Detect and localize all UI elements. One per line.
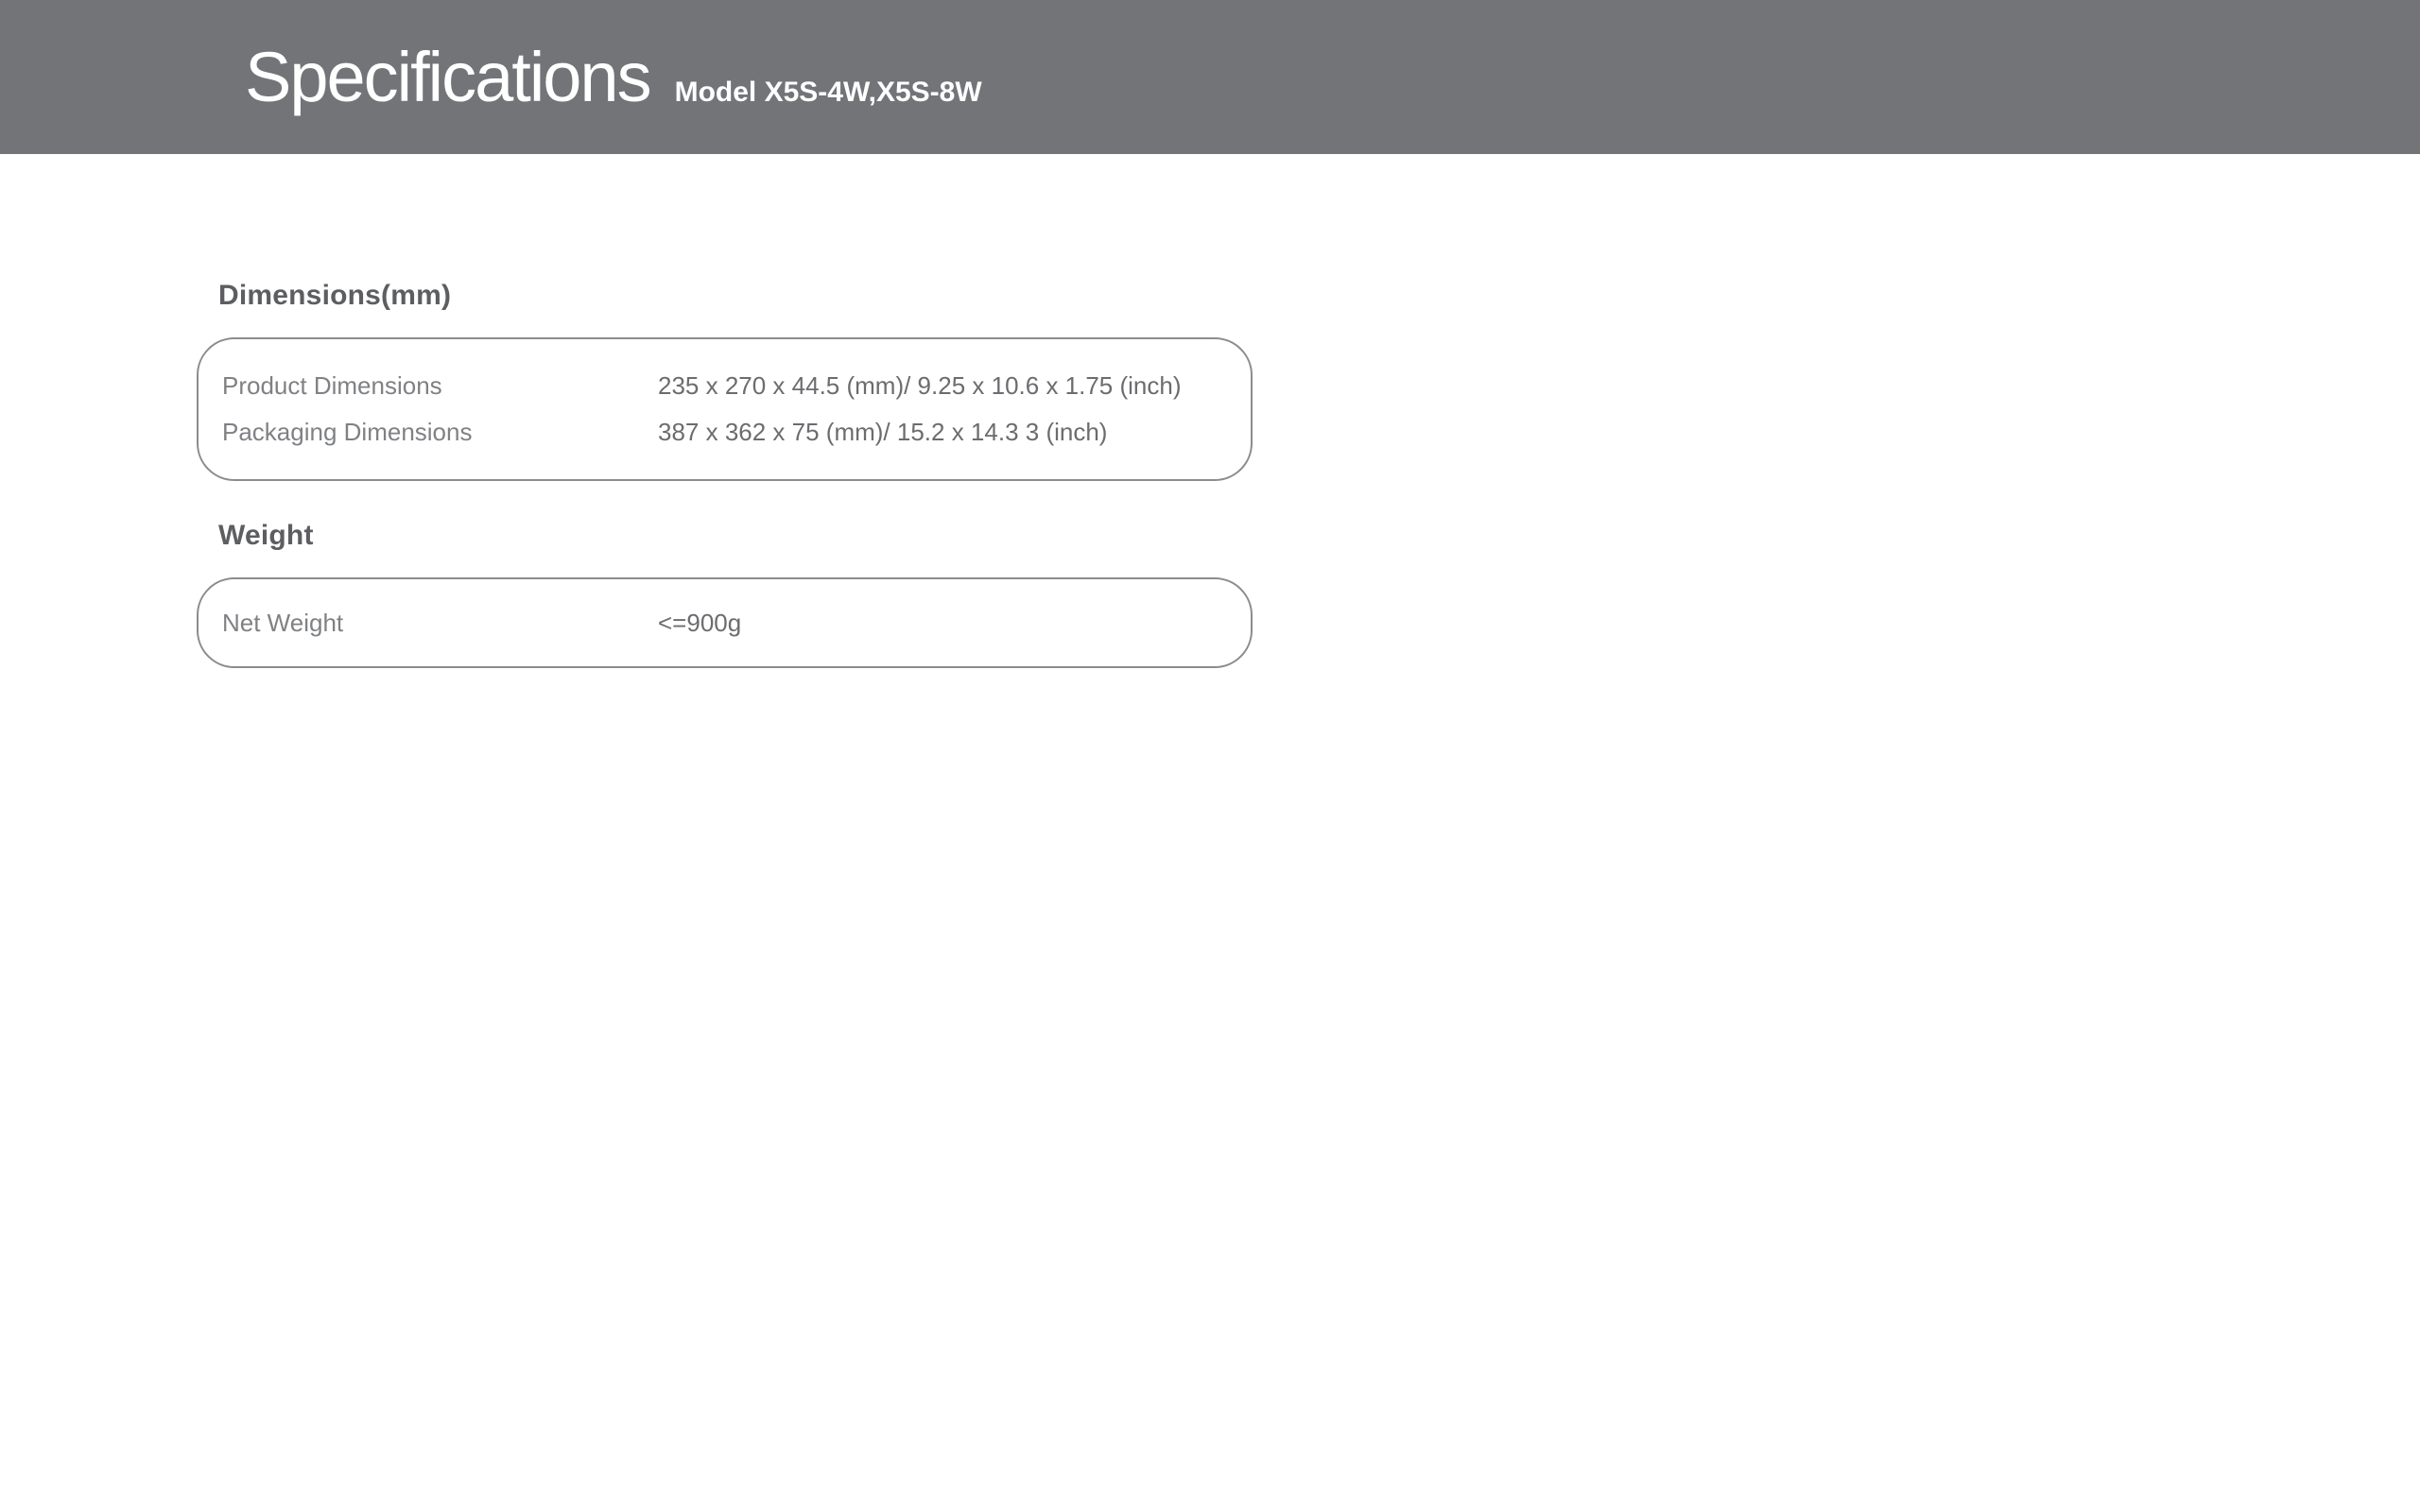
page-root — [0, 0, 2420, 668]
spec-value-net-weight: <=900g — [658, 608, 742, 637]
section-heading-dimensions: Dimensions(mm) — [218, 280, 452, 311]
section-dimensions — [0, 280, 2420, 481]
spec-label-packaging-dimensions: Packaging Dimensions — [222, 418, 473, 446]
spec-label-net-weight: Net Weight — [222, 608, 344, 637]
spec-label-product-dimensions: Product Dimensions — [222, 371, 442, 400]
page-header — [0, 0, 2420, 154]
table-row — [199, 409, 1251, 455]
section-weight — [0, 520, 2420, 668]
dimensions-card — [197, 337, 1253, 481]
table-row — [199, 600, 1251, 646]
model-label: Model X5S-4W,X5S-8W — [674, 77, 982, 108]
page-title: Specifications — [245, 38, 650, 116]
section-heading-weight: Weight — [218, 520, 314, 551]
weight-card — [197, 577, 1253, 668]
table-row — [199, 363, 1251, 409]
spec-value-product-dimensions: 235 x 270 x 44.5 (mm)/ 9.25 x 10.6 x 1.75 (inch) — [658, 371, 1182, 400]
spec-content — [0, 280, 2420, 668]
spec-value-packaging-dimensions: 387 x 362 x 75 (mm)/ 15.2 x 14.3 3 (inch) — [658, 418, 1108, 446]
